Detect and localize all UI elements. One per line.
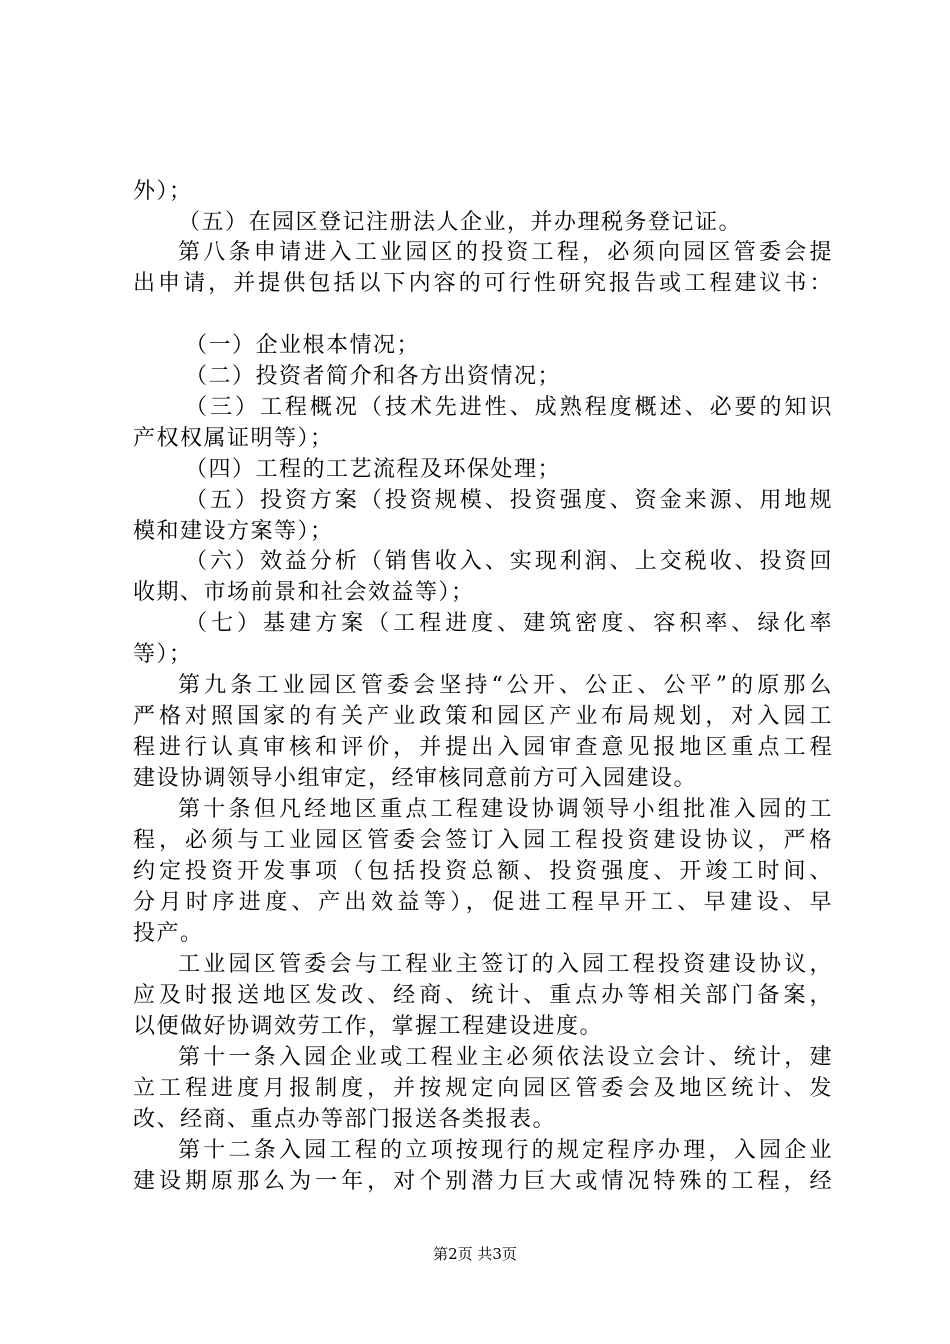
- text-line: 程进行认真审核和评价，并提出入园审查意见报地区重点工程: [133, 735, 833, 760]
- list-item: （三）工程概况（技术先进性、成熟程度概述、必要的知识: [185, 395, 833, 420]
- text-line: 第十条但凡经地区重点工程建设协调领导小组批准入园的工: [178, 797, 833, 822]
- text-line: 模和建设方案等）；: [133, 519, 334, 544]
- text-line: 严格对照国家的有关产业政策和园区产业布局规划，对入园工: [133, 704, 833, 729]
- text-line: 第十二条入园工程的立项按现行的规定程序办理，入园企业: [178, 1138, 833, 1163]
- text-line: 出申请，并提供包括以下内容的可行性研究报告或工程建议书：: [133, 271, 833, 296]
- text-line: 第九条工业园区管委会坚持“公开、公正、公平”的原那么: [178, 673, 833, 698]
- page-number-footer: 第2页 共3页: [433, 1245, 517, 1263]
- text-line: 建设期原那么为一年，对个别潜力巨大或情况特殊的工程，经: [133, 1169, 833, 1194]
- text-line: 以便做好协调效劳工作，掌握工程建设进度。: [133, 1014, 604, 1039]
- text-line: 约定投资开发事项（包括投资总额、投资强度、开竣工时间、: [133, 859, 833, 884]
- text-line: 第十一条入园企业或工程业主必须依法设立会计、统计，建: [178, 1045, 833, 1070]
- text-line: 改、经商、重点办等部门报送各类报表。: [133, 1107, 557, 1132]
- text-line: 外）；: [133, 179, 193, 204]
- text-line: 分月时序进度、产出效益等），促进工程早开工、早建设、早: [133, 890, 833, 915]
- list-item: （二）投资者简介和各方出资情况；: [185, 364, 562, 389]
- text-line: 第八条申请进入工业园区的投资工程，必须向园区管委会提: [178, 240, 833, 265]
- text-line: 收期、市场前景和社会效益等）；: [133, 580, 475, 605]
- list-item: （五）投资方案（投资规模、投资强度、资金来源、用地规: [185, 488, 833, 513]
- list-item: （六）效益分析（销售收入、实现利润、上交税收、投资回: [185, 549, 833, 574]
- text-line: 产权权属证明等）；: [133, 426, 334, 451]
- list-item: （一）企业根本情况；: [185, 333, 421, 358]
- text-line: 工业园区管委会与工程业主签订的入园工程投资建设协议，: [178, 952, 833, 977]
- text-line: 建设协调领导小组审定，经审核同意前方可入园建设。: [133, 766, 698, 791]
- text-line: 等）；: [133, 642, 193, 667]
- text-line: 立工程进度月报制度，并按规定向园区管委会及地区统计、发: [133, 1076, 833, 1101]
- text-line: （五）在园区登记注册法人企业，并办理税务登记证。: [178, 210, 743, 235]
- text-line: 投产。: [133, 921, 204, 946]
- list-item: （四）工程的工艺流程及环保处理；: [185, 457, 562, 482]
- text-line: 程，必须与工业园区管委会签订入园工程投资建设协议，严格: [133, 828, 833, 853]
- text-line: 应及时报送地区发改、经商、统计、重点办等相关部门备案，: [133, 983, 833, 1008]
- list-item: （七）基建方案（工程进度、建筑密度、容积率、绿化率: [185, 611, 833, 636]
